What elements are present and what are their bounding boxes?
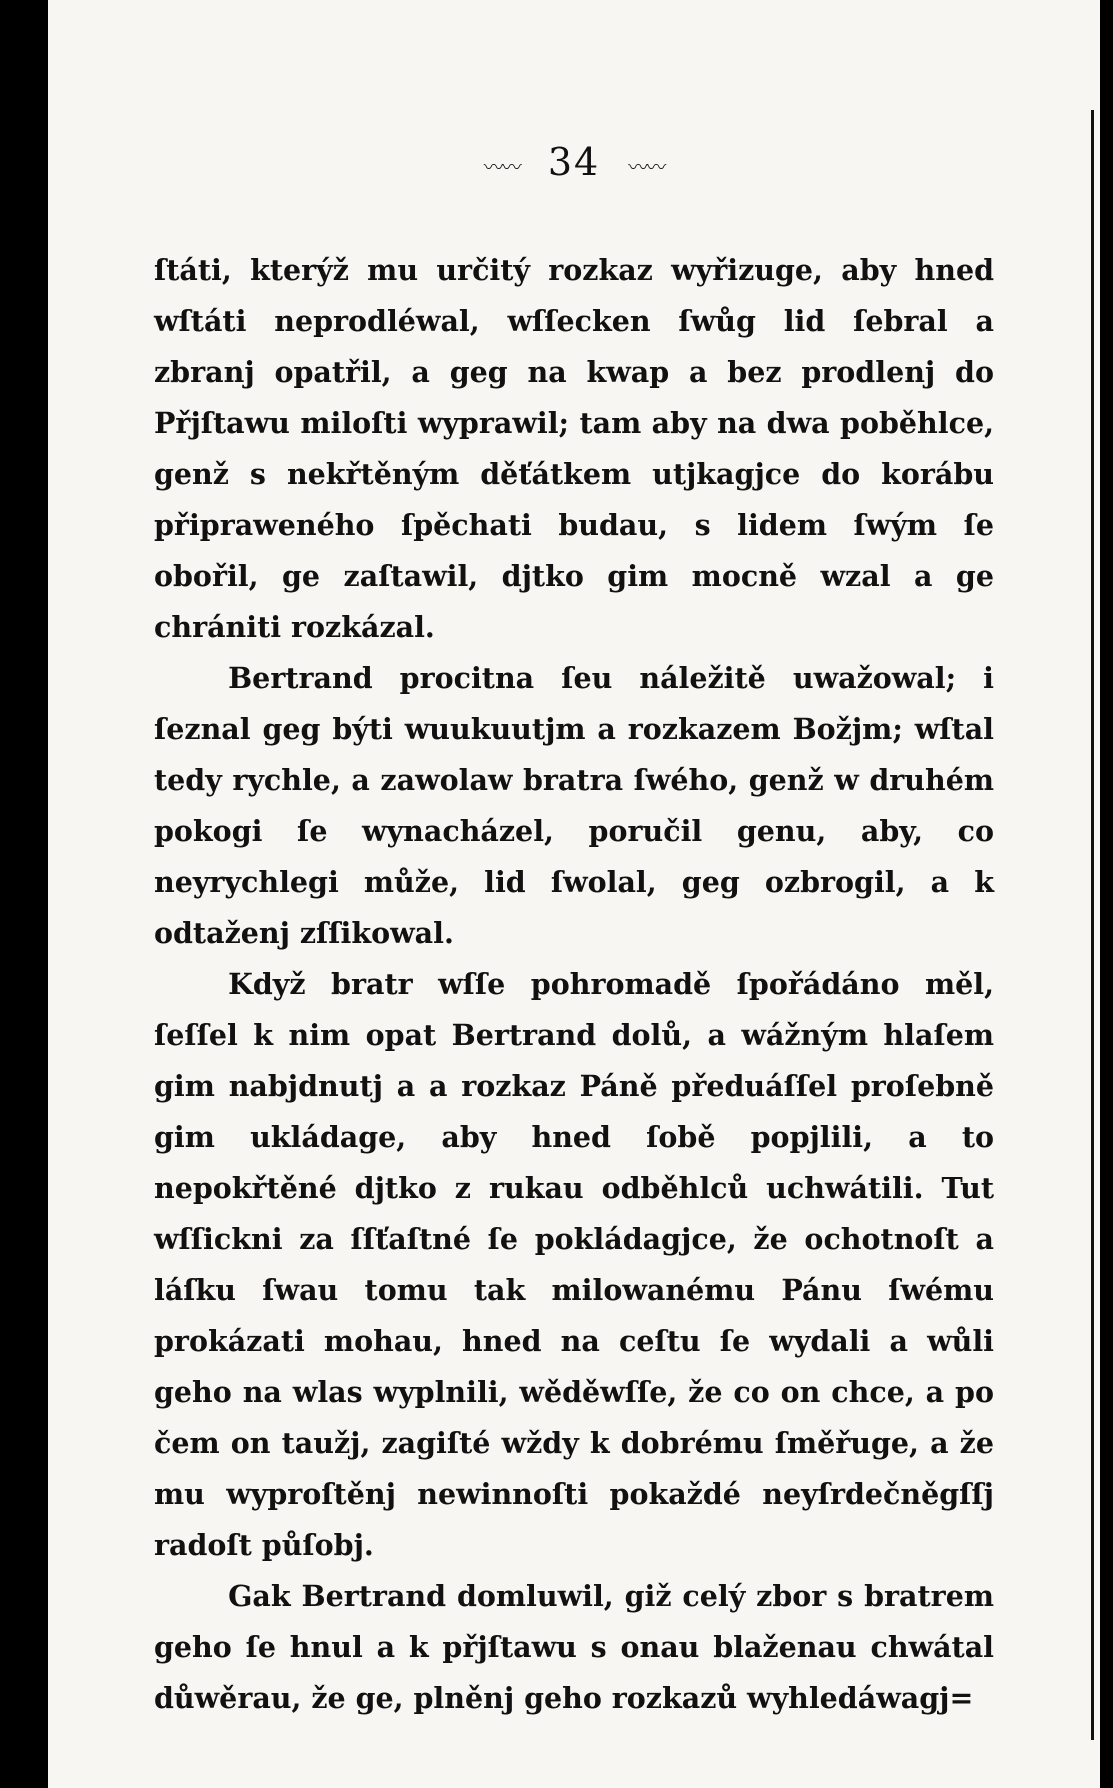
paragraph-2: Bertrand procitna ſeu náležitě uwažowal; i ſeznal geg býti wuukuutjm a rozkazem Božjm; wſtal tedy rychle, a zawolaw bratra ſwého, genž w druhém pokogi ſe wynacházel, poručil genu, aby, co neyrychlegi může, lid ſwolal, geg ozbrogil, a k odtaženj zſſikowal.	[154, 661, 994, 950]
page-number: 34	[547, 140, 601, 184]
ornament-left: 〰〰	[483, 155, 520, 179]
paragraph-1: ſtáti, kterýž mu určitý rozkaz wyřizuge, aby hned wſtáti neprodléwal, wſſecken ſwůg lid ſebral a zbranj opatřil, a geg na kwap a bez prodlenj do Přjſtawu miloſti wyprawil; tam aby na dwa poběhlce, genž s nekřtěným děťátkem utjkagjce do korábu připraweného ſpěchati budau, s lidem ſwým ſe obořil, ge zaſtawil, djtko gim mocně wzal a ge chrániti rozkázal.	[154, 253, 994, 644]
book-page	[48, 0, 1100, 1788]
ornament-right: 〰〰	[628, 155, 665, 179]
page-header	[48, 140, 1100, 184]
body-text	[154, 245, 994, 1724]
page-edge-shadow	[1091, 110, 1094, 1740]
paragraph-3: Když bratr wſſe pohromadě ſpořádáno měl, ſeſſel k nim opat Bertrand dolů, a wážným hlaſem gim nabjdnutj a a rozkaz Páně předuáſſel proſebně gim ukládage, aby hned ſobě popjlili, a to nepokřtěné djtko z rukau odběhlců uchwátili. Tut wſſickni za ſſťaſtné ſe pokládagjce, že ochotnoſt a láſku ſwau tomu tak milowanému Pánu ſwému prokázati mohau, hned na ceſtu ſe wydali a wůli geho na wlas wyplnili, wěděwſſe, že co on chce, a po čem on taužj, zagiſté wždy k dobrému ſměřuge, a že mu wyproſtěnj newinnoſti pokaždé neyſrdečněgſſj radoſt půſobj.	[154, 967, 994, 1562]
paragraph-4: Gak Bertrand domluwil, giž celý zbor s bratrem geho ſe hnul a k přjſtawu s onau blaženau chwátal důwěrau, že ge, plněnj geho rozkazů wyhledáwagj=	[154, 1579, 994, 1715]
